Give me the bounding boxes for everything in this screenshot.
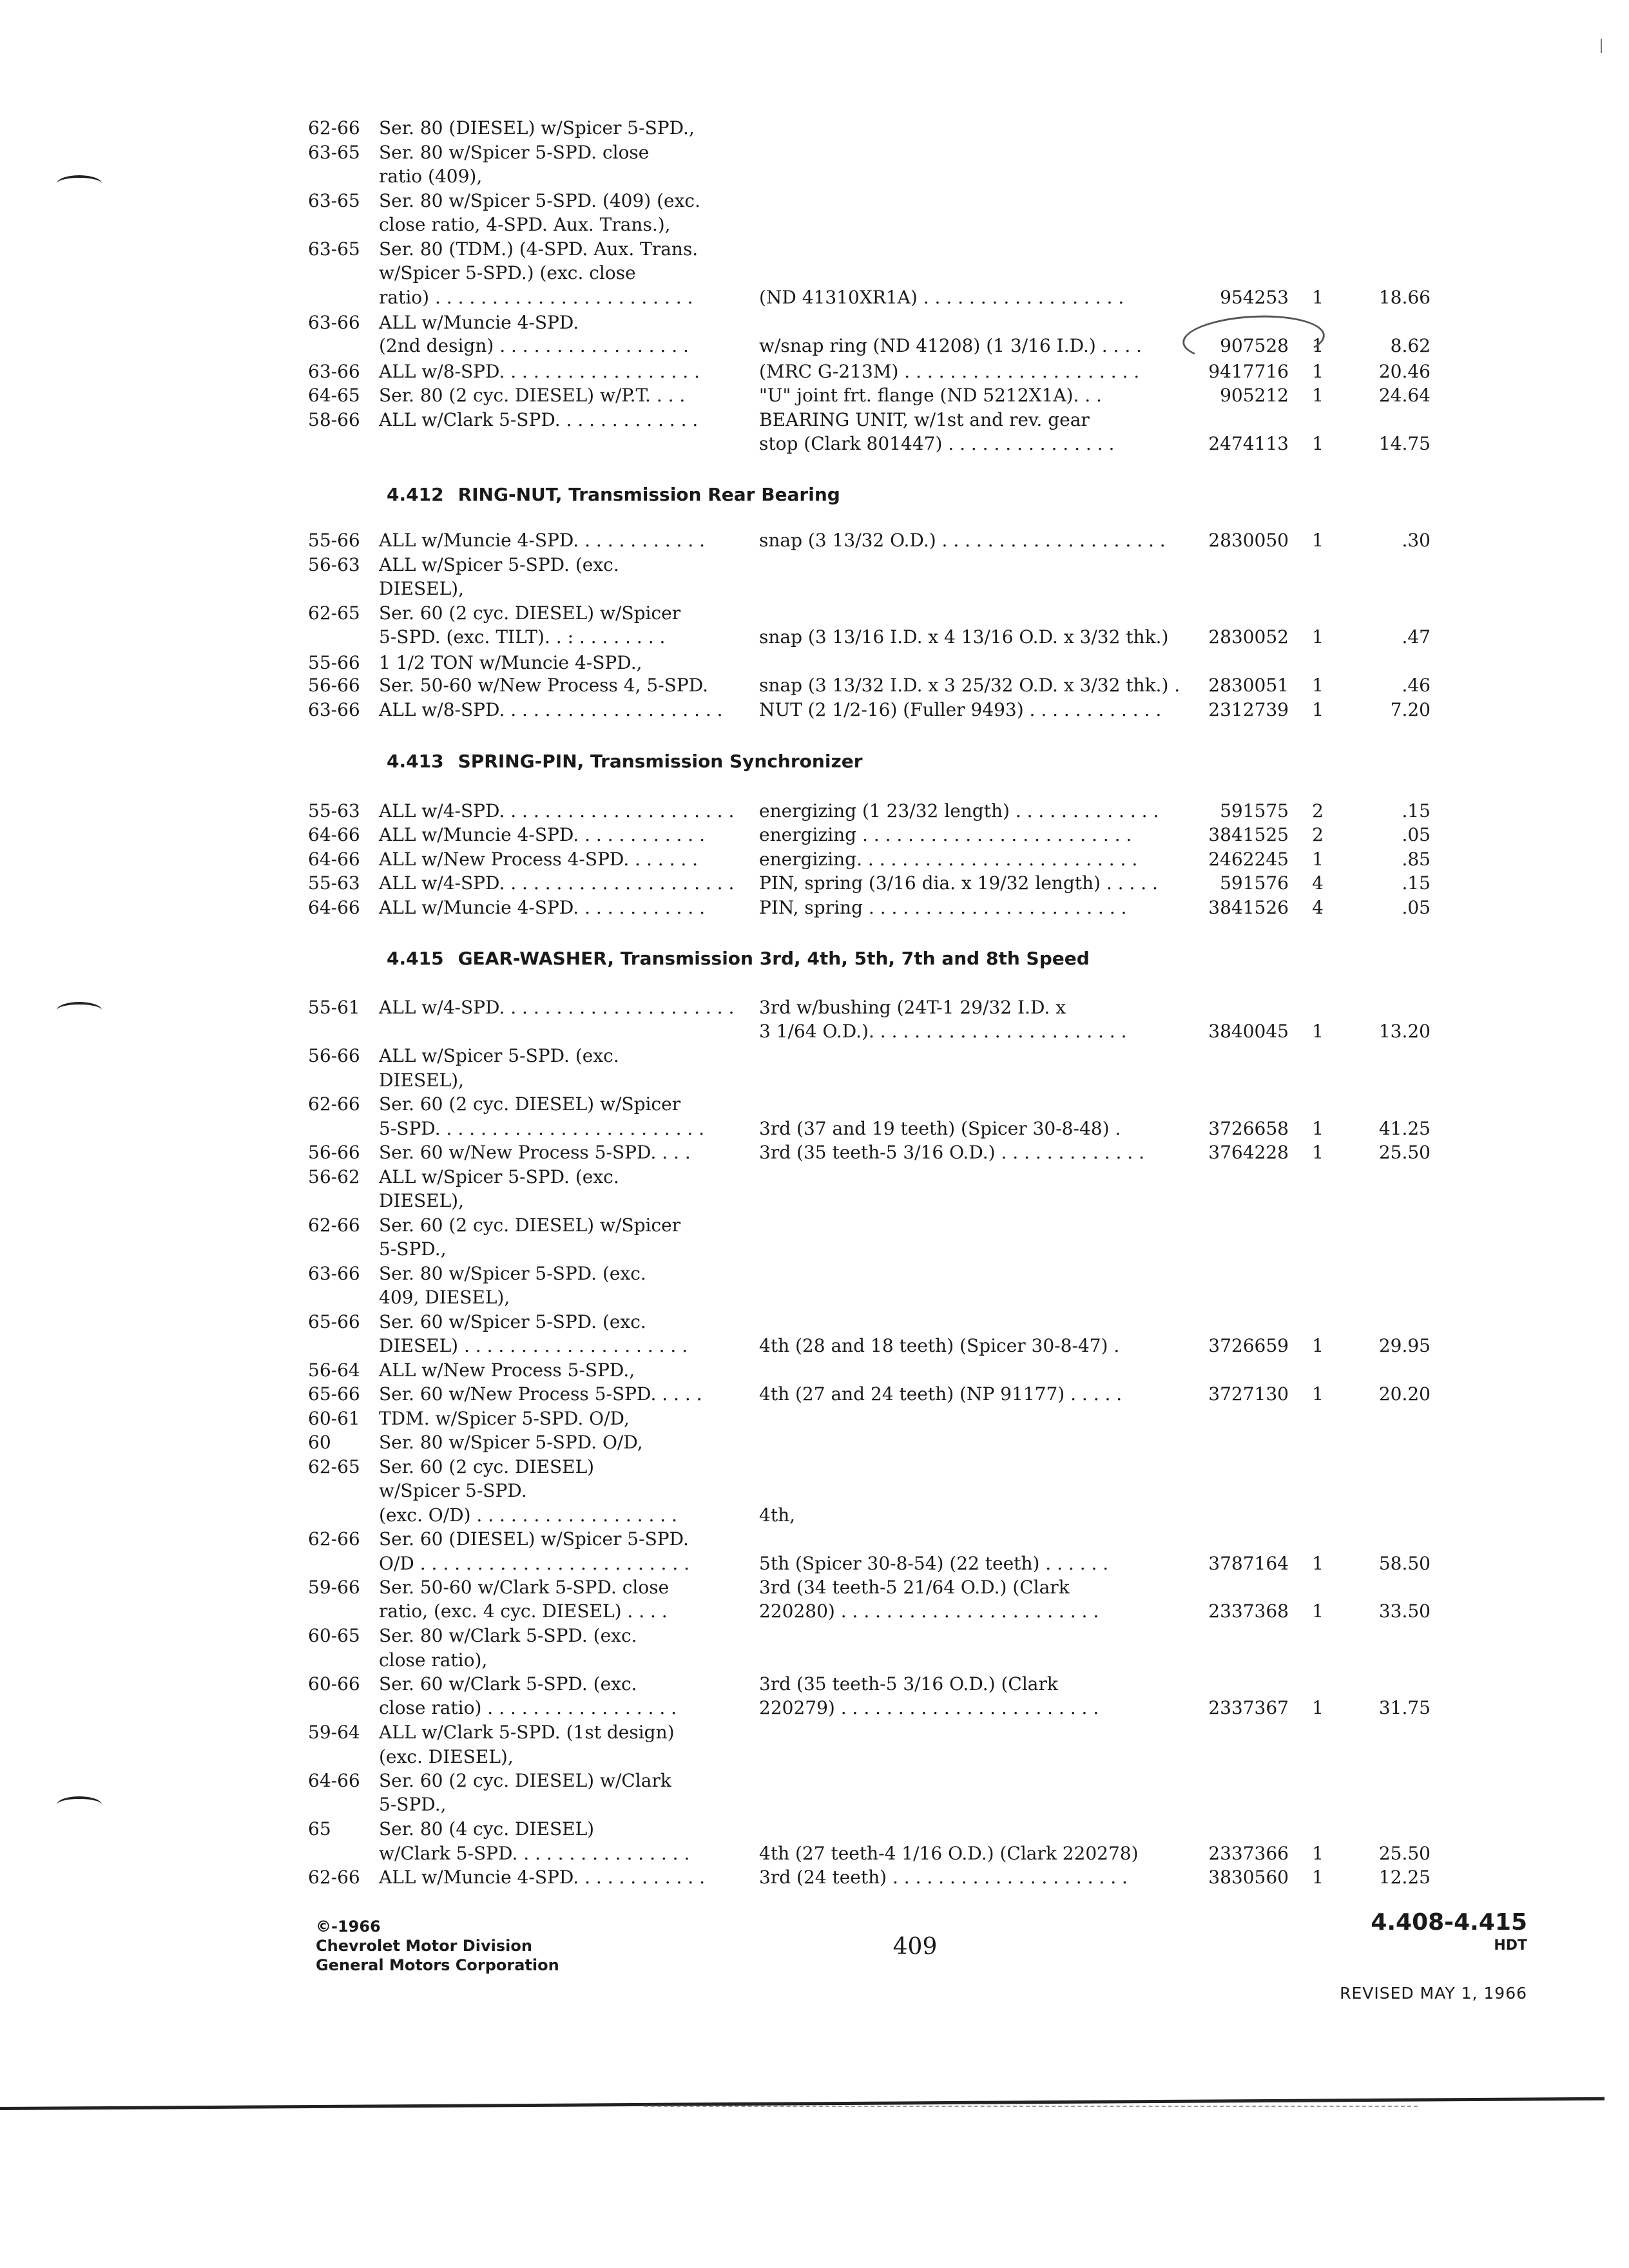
model-years: 63-66 — [308, 312, 360, 333]
model-application: ALL w/New Process 5-SPD., — [379, 1360, 635, 1381]
part-description: energizing. . . . . . . . . . . . . . . . . . . . . . . . . — [759, 849, 1138, 870]
table-row — [0, 896, 1629, 920]
part-number: 3841525 — [1208, 824, 1289, 845]
part-number: 2474113 — [1208, 433, 1289, 454]
model-application: w/Spicer 5-SPD.) (exc. close — [379, 262, 636, 284]
model-years: 63-65 — [308, 190, 360, 211]
quantity: 1 — [1312, 530, 1324, 551]
part-number: 2830050 — [1208, 530, 1289, 551]
table-row — [0, 553, 1629, 577]
price: 20.46 — [1378, 361, 1431, 382]
part-number: 2830051 — [1208, 675, 1289, 696]
price: .05 — [1402, 824, 1431, 845]
part-description: 3rd (37 and 19 teeth) (Spicer 30-8-48) . — [759, 1118, 1121, 1139]
part-description: 4th (28 and 18 teeth) (Spicer 30-8-47) . — [759, 1335, 1120, 1356]
model-years: 62-66 — [308, 117, 360, 139]
table-row — [0, 140, 1629, 165]
model-years: 63-66 — [308, 361, 360, 382]
model-years: 62-66 — [308, 1215, 360, 1236]
model-years: 55-63 — [308, 872, 360, 894]
model-application: (2nd design) . . . . . . . . . . . . . . . . . — [379, 335, 689, 356]
model-years: 62-66 — [308, 1528, 360, 1550]
model-application: Ser. 80 w/Clark 5-SPD. (exc. — [379, 1625, 637, 1646]
model-application: ALL w/Muncie 4-SPD. . . . . . . . . . . . — [379, 530, 706, 551]
model-years: 60-66 — [308, 1673, 360, 1695]
price: 24.64 — [1378, 385, 1431, 406]
table-row — [0, 360, 1629, 384]
model-years: 63-66 — [308, 1263, 360, 1284]
part-description: (ND 41310XR1A) . . . . . . . . . . . . . . . . . . — [759, 287, 1124, 308]
model-application: 5-SPD. (exc. TILT). . : . . . . . . . . — [379, 626, 666, 648]
table-row — [0, 1358, 1629, 1383]
model-application: Ser. 60 (DIESEL) w/Spicer 5-SPD. — [379, 1528, 689, 1550]
section-title: SPRING-PIN, Transmission Synchronizer — [458, 751, 863, 772]
model-years: 56-66 — [308, 675, 360, 696]
revision-date: REVISED MAY 1, 1966 — [1340, 1984, 1527, 2003]
table-row — [0, 1068, 1629, 1093]
model-application: w/Spicer 5-SPD. — [379, 1480, 527, 1501]
table-row — [0, 1527, 1629, 1552]
part-description: 3rd (35 teeth-5 3/16 O.D.) (Clark — [759, 1673, 1058, 1695]
model-application: close ratio), — [379, 1649, 488, 1671]
model-years: 56-62 — [308, 1166, 360, 1187]
model-application: ALL w/Clark 5-SPD. (1st design) — [379, 1722, 675, 1743]
model-application: Ser. 60 (2 cyc. DIESEL) w/Clark — [379, 1770, 671, 1791]
part-description: 3rd (34 teeth-5 21/64 O.D.) (Clark — [759, 1577, 1070, 1598]
part-description: snap (3 13/16 I.D. x 4 13/16 O.D. x 3/32 thk.) — [759, 626, 1169, 648]
part-description: w/snap ring (ND 41208) (1 3/16 I.D.) . . . . — [759, 335, 1142, 356]
model-application: 1 1/2 TON w/Muncie 4-SPD., — [379, 652, 642, 673]
part-number: 2830052 — [1208, 626, 1289, 648]
part-description: snap (3 13/32 O.D.) . . . . . . . . . . . . . . . . . . . . — [759, 530, 1166, 551]
part-description: energizing (1 23/32 length) . . . . . . . . . . . . . — [759, 800, 1159, 822]
section-heading — [387, 482, 840, 508]
model-application: Ser. 60 w/New Process 5-SPD. . . . . — [379, 1383, 702, 1405]
binder-hole-mark — [57, 1002, 102, 1019]
binder-hole-mark — [57, 175, 102, 192]
model-application: ALL w/Muncie 4-SPD. . . . . . . . . . . . — [379, 897, 706, 918]
part-number: 907528 — [1220, 335, 1289, 356]
quantity: 1 — [1312, 385, 1324, 406]
table-row — [0, 995, 1629, 1020]
model-application: Ser. 60 w/New Process 5-SPD. . . . — [379, 1142, 691, 1163]
model-years: 64-66 — [308, 849, 360, 870]
part-description: 3rd (24 teeth) . . . . . . . . . . . . . . . . . . . . . — [759, 1867, 1128, 1888]
part-number: 591575 — [1220, 800, 1289, 822]
model-application: Ser. 80 (TDM.) (4-SPD. Aux. Trans. — [379, 238, 699, 260]
quantity: 1 — [1312, 1697, 1324, 1718]
bottom-rule-shadow — [644, 2106, 1418, 2108]
price: 14.75 — [1378, 433, 1431, 454]
part-description: 5th (Spicer 30-8-54) (22 teeth) . . . . . . — [759, 1553, 1109, 1574]
model-application: ratio, (exc. 4 cyc. DIESEL) . . . . — [379, 1600, 668, 1622]
price: .85 — [1402, 849, 1431, 870]
price: 31.75 — [1378, 1697, 1431, 1718]
part-number: 3830560 — [1208, 1867, 1289, 1888]
table-row — [0, 1382, 1629, 1407]
model-application: DIESEL), — [379, 1190, 464, 1211]
model-application: ALL w/4-SPD. . . . . . . . . . . . . . . . . . . . . — [379, 872, 735, 894]
price: .47 — [1402, 626, 1431, 648]
model-years: 55-63 — [308, 800, 360, 822]
model-application: Ser. 60 (2 cyc. DIESEL) w/Spicer — [379, 602, 681, 624]
part-number: 2337366 — [1208, 1843, 1289, 1864]
quantity: 1 — [1312, 335, 1324, 356]
model-application: DIESEL), — [379, 1070, 464, 1091]
part-description: PIN, spring (3/16 dia. x 19/32 length) . . . . . — [759, 872, 1158, 894]
model-application: 5-SPD. . . . . . . . . . . . . . . . . . . . . . . . — [379, 1118, 705, 1139]
model-application: Ser. 60 w/Spicer 5-SPD. (exc. — [379, 1311, 646, 1332]
part-description: 3rd w/bushing (24T-1 29/32 I.D. x — [759, 997, 1066, 1018]
price: 7.20 — [1390, 699, 1431, 720]
table-row — [0, 601, 1629, 626]
model-years: 62-66 — [308, 1867, 360, 1888]
table-row — [0, 432, 1629, 456]
part-number: 2337367 — [1208, 1697, 1289, 1718]
model-application: Ser. 50-60 w/Clark 5-SPD. close — [379, 1577, 670, 1598]
model-application: DIESEL) . . . . . . . . . . . . . . . . . . . . — [379, 1335, 688, 1356]
table-row — [0, 1189, 1629, 1213]
table-row — [0, 1552, 1629, 1576]
model-years: 59-66 — [308, 1577, 360, 1598]
table-row — [0, 1672, 1629, 1696]
table-row — [0, 651, 1629, 675]
quantity: 1 — [1312, 1553, 1324, 1574]
table-row — [0, 1213, 1629, 1238]
quantity: 1 — [1312, 699, 1324, 720]
section-heading — [387, 749, 863, 774]
price: .46 — [1402, 675, 1431, 696]
model-application: ratio (409), — [379, 166, 483, 187]
table-row — [0, 1019, 1629, 1044]
price: 41.25 — [1378, 1118, 1431, 1139]
quantity: 1 — [1312, 1021, 1324, 1042]
part-description: stop (Clark 801447) . . . . . . . . . . . . . . . — [759, 433, 1115, 454]
part-number: 2337368 — [1208, 1600, 1289, 1622]
quantity: 1 — [1312, 1335, 1324, 1356]
part-description: 4th (27 teeth-4 1/16 O.D.) (Clark 220278) — [759, 1843, 1139, 1864]
table-row — [0, 698, 1629, 722]
model-application: (exc. O/D) . . . . . . . . . . . . . . . . . . — [379, 1504, 677, 1526]
quantity: 1 — [1312, 626, 1324, 648]
part-description: "U" joint frt. flange (ND 5212X1A). . . — [759, 385, 1102, 406]
quantity: 2 — [1312, 800, 1324, 822]
model-application: Ser. 80 (DIESEL) w/Spicer 5-SPD., — [379, 117, 695, 139]
section-number: 4.412 — [387, 484, 444, 505]
model-years: 55-61 — [308, 997, 360, 1018]
table-row — [0, 1624, 1629, 1648]
part-description: energizing . . . . . . . . . . . . . . . . . . . . . . . . — [759, 824, 1132, 845]
page-number: 409 — [892, 1934, 938, 1960]
table-row — [0, 1841, 1629, 1866]
model-years: 56-64 — [308, 1360, 360, 1381]
price: .15 — [1402, 800, 1431, 822]
table-row — [0, 1648, 1629, 1673]
table-row — [0, 823, 1629, 847]
table-row — [0, 408, 1629, 432]
model-application: 409, DIESEL), — [379, 1287, 510, 1308]
table-row — [0, 261, 1629, 285]
table-row — [0, 116, 1629, 140]
part-description: BEARING UNIT, w/1st and rev. gear — [759, 409, 1090, 430]
model-application: w/Clark 5-SPD. . . . . . . . . . . . . . . . — [379, 1843, 690, 1864]
part-number: 591576 — [1220, 872, 1289, 894]
price: 13.20 — [1378, 1021, 1431, 1042]
edge-mark — [1601, 39, 1602, 53]
price: .15 — [1402, 872, 1431, 894]
model-years: 55-66 — [308, 530, 360, 551]
table-row — [0, 871, 1629, 896]
model-application: Ser. 60 (2 cyc. DIESEL) w/Spicer — [379, 1215, 681, 1236]
model-application: ALL w/Muncie 4-SPD. . . . . . . . . . . . — [379, 824, 706, 845]
table-row — [0, 1769, 1629, 1793]
price: 12.25 — [1378, 1867, 1431, 1888]
table-row — [0, 237, 1629, 262]
model-years: 64-66 — [308, 824, 360, 845]
model-application: ALL w/4-SPD. . . . . . . . . . . . . . . . . . . . . — [379, 800, 735, 822]
table-row — [0, 1720, 1629, 1745]
model-application: ALL w/8-SPD. . . . . . . . . . . . . . . . . . . . — [379, 699, 723, 720]
table-row — [0, 799, 1629, 823]
table-row — [0, 528, 1629, 553]
model-application: ALL w/New Process 4-SPD. . . . . . . — [379, 849, 699, 870]
model-application: Ser. 80 (4 cyc. DIESEL) — [379, 1818, 595, 1840]
section-number: 4.415 — [387, 948, 444, 969]
quantity: 1 — [1312, 1142, 1324, 1163]
model-application: 5-SPD., — [379, 1794, 447, 1815]
table-row — [0, 383, 1629, 408]
model-application: Ser. 60 w/Clark 5-SPD. (exc. — [379, 1673, 637, 1695]
table-row — [0, 1575, 1629, 1600]
quantity: 4 — [1312, 897, 1324, 918]
model-years: 65-66 — [308, 1311, 360, 1332]
model-years: 63-65 — [308, 238, 360, 260]
price: 29.95 — [1378, 1335, 1431, 1356]
copyright-notice: ©-1966 — [316, 1917, 381, 1936]
publisher-block — [316, 1917, 559, 1975]
table-row — [0, 673, 1629, 698]
quantity: 1 — [1312, 849, 1324, 870]
quantity: 2 — [1312, 824, 1324, 845]
model-application: Ser. 80 w/Spicer 5-SPD. O/D, — [379, 1432, 643, 1453]
model-years: 60-61 — [308, 1408, 360, 1429]
model-application: close ratio, 4-SPD. Aux. Trans.), — [379, 214, 671, 235]
model-application: Ser. 60 (2 cyc. DIESEL) — [379, 1456, 595, 1477]
model-years: 65-66 — [308, 1383, 360, 1405]
model-years: 62-66 — [308, 1093, 360, 1115]
model-years: 55-66 — [308, 652, 360, 673]
quantity: 1 — [1312, 1118, 1324, 1139]
table-row — [0, 1310, 1629, 1334]
table-row — [0, 1817, 1629, 1841]
model-years: 59-64 — [308, 1722, 360, 1743]
table-row — [0, 1140, 1629, 1165]
section-range: 4.408-4.415 — [1371, 1909, 1527, 1936]
table-row — [0, 625, 1629, 649]
part-number: 2462245 — [1208, 849, 1289, 870]
table-row — [0, 1262, 1629, 1286]
model-application: ALL w/Spicer 5-SPD. (exc. — [379, 1166, 619, 1187]
table-row — [0, 1237, 1629, 1262]
part-description: NUT (2 1/2-16) (Fuller 9493) . . . . . . . . . . . . — [759, 699, 1162, 720]
table-row — [0, 1503, 1629, 1528]
model-application: ALL w/Clark 5-SPD. . . . . . . . . . . . . — [379, 409, 699, 430]
price: 8.62 — [1390, 335, 1431, 356]
price: 33.50 — [1378, 1600, 1431, 1622]
model-years: 64-65 — [308, 385, 360, 406]
table-row — [0, 577, 1629, 601]
part-number: 9417716 — [1208, 361, 1289, 382]
quantity: 1 — [1312, 1867, 1324, 1888]
quantity: 1 — [1312, 1383, 1324, 1405]
price: 25.50 — [1378, 1142, 1431, 1163]
part-description: PIN, spring . . . . . . . . . . . . . . . . . . . . . . . — [759, 897, 1127, 918]
model-years: 56-66 — [308, 1142, 360, 1163]
model-years: 60 — [308, 1432, 331, 1453]
price: 20.20 — [1378, 1383, 1431, 1405]
table-row — [0, 847, 1629, 872]
table-row — [0, 1792, 1629, 1817]
quantity: 1 — [1312, 433, 1324, 454]
part-number: 954253 — [1220, 287, 1289, 308]
table-row — [0, 1117, 1629, 1141]
table-row — [0, 1285, 1629, 1310]
model-application: Ser. 60 (2 cyc. DIESEL) w/Spicer — [379, 1093, 681, 1115]
quantity: 4 — [1312, 872, 1324, 894]
part-number: 3726658 — [1208, 1118, 1289, 1139]
section-suffix: HDT — [1494, 1937, 1527, 1954]
section-title: RING-NUT, Transmission Rear Bearing — [458, 484, 840, 505]
table-row — [0, 334, 1629, 358]
part-number: 3726659 — [1208, 1335, 1289, 1356]
quantity: 1 — [1312, 287, 1324, 308]
part-number: 3764228 — [1208, 1142, 1289, 1163]
model-application: ALL w/Muncie 4-SPD. . . . . . . . . . . . — [379, 1867, 706, 1888]
table-row — [0, 1407, 1629, 1431]
part-number: 3841526 — [1208, 897, 1289, 918]
section-heading — [387, 946, 1090, 972]
model-application: Ser. 80 w/Spicer 5-SPD. (exc. — [379, 1263, 646, 1284]
binder-hole-mark — [57, 1796, 102, 1813]
model-years: 64-66 — [308, 897, 360, 918]
table-row — [0, 1599, 1629, 1624]
model-application: DIESEL), — [379, 578, 464, 599]
part-number: 2312739 — [1208, 699, 1289, 720]
part-description: 3rd (35 teeth-5 3/16 O.D.) . . . . . . . . . . . . . — [759, 1142, 1145, 1163]
table-row — [0, 1092, 1629, 1117]
table-row — [0, 285, 1629, 310]
part-number: 3840045 — [1208, 1021, 1289, 1042]
model-years: 62-65 — [308, 1456, 360, 1477]
model-application: 5-SPD., — [379, 1238, 447, 1260]
part-description: 220280) . . . . . . . . . . . . . . . . . . . . . . . — [759, 1600, 1099, 1622]
part-description: snap (3 13/32 I.D. x 3 25/32 O.D. x 3/32 thk.) . — [759, 675, 1181, 696]
model-application: Ser. 80 w/Spicer 5-SPD. close — [379, 142, 650, 163]
price: .30 — [1402, 530, 1431, 551]
model-application: ratio) . . . . . . . . . . . . . . . . . . . . . . . — [379, 287, 693, 308]
quantity: 1 — [1312, 675, 1324, 696]
table-row — [0, 213, 1629, 237]
model-years: 56-63 — [308, 554, 360, 575]
price: 18.66 — [1378, 287, 1431, 308]
table-row — [0, 1865, 1629, 1890]
model-application: Ser. 80 (2 cyc. DIESEL) w/P.T. . . . — [379, 385, 686, 406]
price: .05 — [1402, 897, 1431, 918]
model-application: ALL w/Spicer 5-SPD. (exc. — [379, 1045, 619, 1066]
model-years: 60-65 — [308, 1625, 360, 1646]
part-number: 905212 — [1220, 385, 1289, 406]
model-application: (exc. DIESEL), — [379, 1746, 514, 1767]
model-application: ALL w/4-SPD. . . . . . . . . . . . . . . . . . . . . — [379, 997, 735, 1018]
price: 58.50 — [1378, 1553, 1431, 1574]
model-years: 65 — [308, 1818, 331, 1840]
table-row — [0, 1479, 1629, 1503]
part-number: 3787164 — [1208, 1553, 1289, 1574]
quantity: 1 — [1312, 1600, 1324, 1622]
model-application: ALL w/Muncie 4-SPD. — [379, 312, 579, 333]
division-name: Chevrolet Motor Division — [316, 1937, 532, 1955]
model-application: O/D . . . . . . . . . . . . . . . . . . . . . . . . — [379, 1553, 690, 1574]
table-row — [0, 1430, 1629, 1455]
table-row — [0, 1455, 1629, 1479]
model-years: 56-66 — [308, 1045, 360, 1066]
model-years: 63-66 — [308, 699, 360, 720]
quantity: 1 — [1312, 1843, 1324, 1864]
model-application: TDM. w/Spicer 5-SPD. O/D, — [379, 1408, 630, 1429]
part-description: 220279) . . . . . . . . . . . . . . . . . . . . . . . — [759, 1697, 1099, 1718]
part-description: 4th, — [759, 1504, 795, 1526]
model-application: close ratio) . . . . . . . . . . . . . . . . . — [379, 1697, 677, 1718]
model-application: Ser. 50-60 w/New Process 4, 5-SPD. — [379, 675, 709, 696]
table-row — [0, 1044, 1629, 1068]
corporation-name: General Motors Corporation — [316, 1956, 559, 1974]
table-row — [0, 1334, 1629, 1358]
model-years: 64-66 — [308, 1770, 360, 1791]
table-row — [0, 1165, 1629, 1189]
part-number: 3727130 — [1208, 1383, 1289, 1405]
model-application: ALL w/Spicer 5-SPD. (exc. — [379, 554, 619, 575]
price: 25.50 — [1378, 1843, 1431, 1864]
model-years: 58-66 — [308, 409, 360, 430]
model-application: Ser. 80 w/Spicer 5-SPD. (409) (exc. — [379, 190, 700, 211]
model-years: 62-65 — [308, 602, 360, 624]
part-description: 4th (27 and 24 teeth) (NP 91177) . . . . . — [759, 1383, 1123, 1405]
model-application: ALL w/8-SPD. . . . . . . . . . . . . . . . . . — [379, 361, 700, 382]
part-description: (MRC G-213M) . . . . . . . . . . . . . . . . . . . . . — [759, 361, 1140, 382]
model-years: 63-65 — [308, 142, 360, 163]
quantity: 1 — [1312, 361, 1324, 382]
part-description: 3 1/64 O.D.). . . . . . . . . . . . . . . . . . . . . . . — [759, 1021, 1127, 1042]
table-row — [0, 1745, 1629, 1769]
section-number: 4.413 — [387, 751, 444, 772]
section-title: GEAR-WASHER, Transmission 3rd, 4th, 5th, 7th and 8th Speed — [458, 948, 1090, 969]
table-row — [0, 164, 1629, 189]
table-row — [0, 311, 1629, 335]
table-row — [0, 189, 1629, 213]
table-row — [0, 1696, 1629, 1720]
